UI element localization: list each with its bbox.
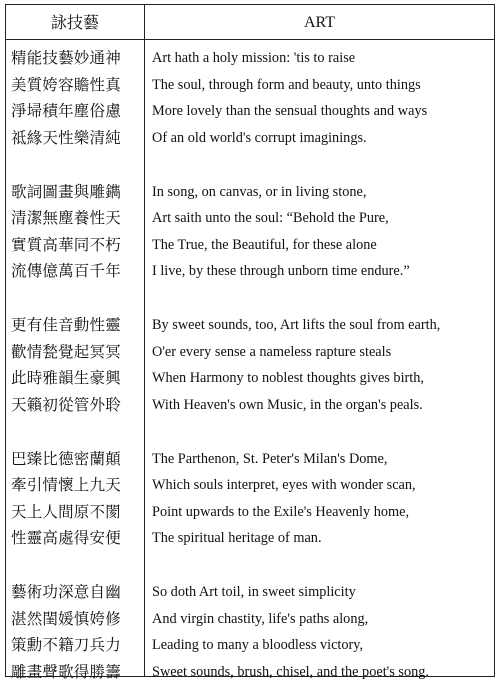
chinese-verse-line: 精能技藝妙通神 <box>11 45 141 72</box>
english-verse-line: The Parthenon, St. Peter's Milan's Dome, <box>152 446 494 473</box>
verse-line-row <box>6 472 494 499</box>
chinese-verse-line: 祗緣天性樂清純 <box>11 125 141 152</box>
verse-line-row <box>6 232 494 259</box>
chinese-verse-line: 美質姱容贍性真 <box>11 72 141 99</box>
chinese-verse-line: 性靈高處得安便 <box>11 525 141 552</box>
verse-line-row <box>6 98 494 125</box>
chinese-verse-line: 清潔無塵養性天 <box>11 205 141 232</box>
english-verse-line: Art saith unto the soul: “Behold the Pure, <box>152 205 494 232</box>
chinese-verse-line: 藝術功深意自幽 <box>11 579 141 606</box>
verse-line-row <box>6 258 494 285</box>
english-verse-line: When Harmony to noblest thoughts gives birth, <box>152 365 494 392</box>
verse-line-row <box>6 72 494 99</box>
verse-line-row <box>6 365 494 392</box>
verse-line-row <box>6 632 494 659</box>
english-verse-line: The True, the Beautiful, for these alone <box>152 232 494 259</box>
table-header-row <box>6 5 494 40</box>
verse-line-row <box>6 312 494 339</box>
english-verse-line: Leading to many a bloodless victory, <box>152 632 494 659</box>
chinese-verse-line: 實質高華同不朽 <box>11 232 141 259</box>
chinese-verse-line: 雕畫聲歌得勝籌 <box>11 659 141 685</box>
verse-line-row <box>6 499 494 526</box>
chinese-verse-line: 淨埽積年塵俗慮 <box>11 98 141 125</box>
chinese-title: 詠技藝 <box>6 5 144 40</box>
chinese-verse-line: 更有佳音動性靈 <box>11 312 141 339</box>
verse-line-row <box>6 606 494 633</box>
verse-line-row <box>6 525 494 552</box>
verse-line-row <box>6 579 494 606</box>
verse-line-row <box>6 125 494 152</box>
chinese-verse-line: 歡情甃覺起冥冥 <box>11 339 141 366</box>
english-verse-line: The spiritual heritage of man. <box>152 525 494 552</box>
verse-line-row <box>6 179 494 206</box>
chinese-verse-line: 流傳億萬百千年 <box>11 258 141 285</box>
chinese-verse-line: 巴臻比德密蘭顛 <box>11 446 141 473</box>
english-verse-line: So doth Art toil, in sweet simplicity <box>152 579 494 606</box>
english-verse-line: The soul, through form and beauty, unto things <box>152 72 494 99</box>
chinese-verse-line: 歌詞圖畫與雕鐫 <box>11 179 141 206</box>
chinese-verse-line: 牽引情懷上九天 <box>11 472 141 499</box>
chinese-verse-line: 策勳不籍刀兵力 <box>11 632 141 659</box>
verse-line-row <box>6 392 494 419</box>
poem-table <box>5 4 495 677</box>
chinese-verse-line: 湛然閨媛慎姱修 <box>11 606 141 633</box>
english-verse-line: Of an old world's corrupt imaginings. <box>152 125 494 152</box>
english-verse-line: By sweet sounds, too, Art lifts the soul from earth, <box>152 312 494 339</box>
english-verse-line: Art hath a holy mission: 'tis to raise <box>152 45 494 72</box>
verse-line-row <box>6 446 494 473</box>
chinese-verse-line: 天上人間原不閡 <box>11 499 141 526</box>
verse-line-row <box>6 659 494 685</box>
english-verse-line: Point upwards to the Exile's Heavenly home, <box>152 499 494 526</box>
chinese-verse-line: 天籟初從管外聆 <box>11 392 141 419</box>
english-verse-line: More lovely than the sensual thoughts and ways <box>152 98 494 125</box>
verse-line-row <box>6 339 494 366</box>
english-verse-line: And virgin chastity, life's paths along, <box>152 606 494 633</box>
english-verse-line: With Heaven's own Music, in the organ's peals. <box>152 392 494 419</box>
english-verse-line: I live, by these through unborn time endure.” <box>152 258 494 285</box>
english-title: ART <box>145 5 494 40</box>
chinese-verse-line: 此時雅韻生豪興 <box>11 365 141 392</box>
english-verse-line: Which souls interpret, eyes with wonder scan, <box>152 472 494 499</box>
verse-line-row <box>6 205 494 232</box>
verse-line-row <box>6 45 494 72</box>
english-verse-line: In song, on canvas, or in living stone, <box>152 179 494 206</box>
english-verse-line: Sweet sounds, brush, chisel, and the poet's song. <box>152 659 494 685</box>
english-verse-line: O'er every sense a nameless rapture steals <box>152 339 494 366</box>
